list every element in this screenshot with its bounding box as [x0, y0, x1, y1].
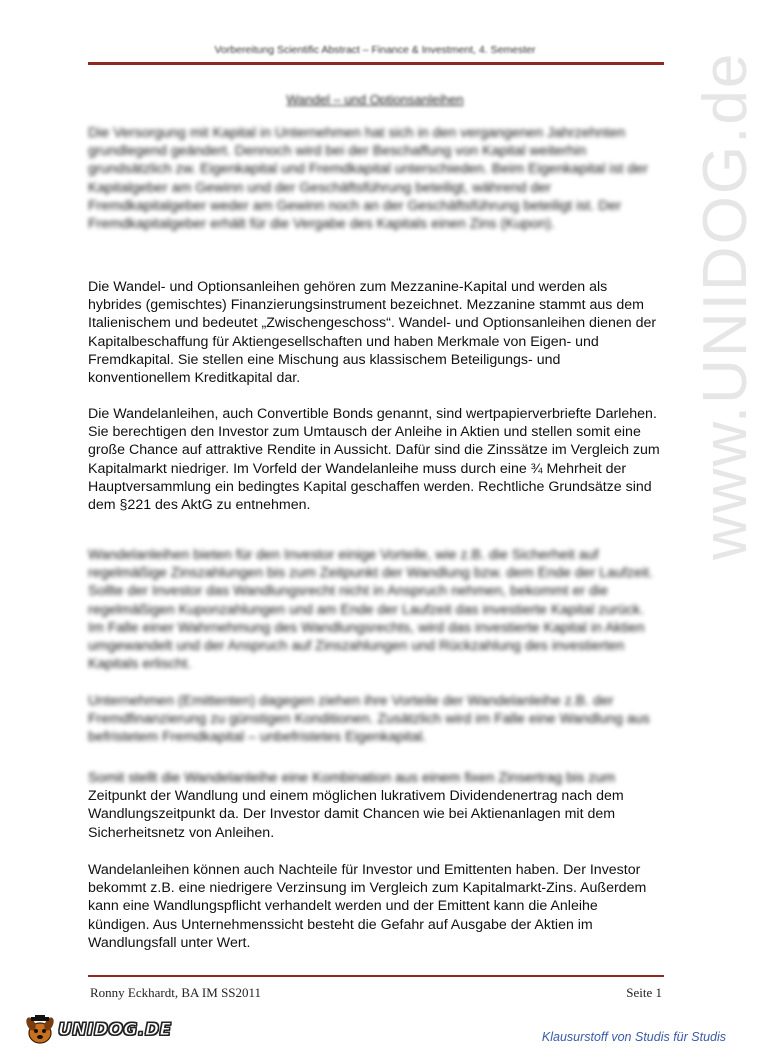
paragraph-6: [88, 769, 662, 842]
header-rule: [88, 62, 664, 65]
paragraph-2: Die Wandel- und Optionsanleihen gehören zum Mezzanine-Kapital und werden als hybrides (gemischtes) Finanzierungsinstrument bezeichnet. Mezzanine stammt aus dem Italienischem und bedeutet „Zwischengeschoss“. Wandel- und Optionsanleihen dienen der Kapitalbeschaffung für Aktiengesellschaften und haben Merkmale von Eigen- und Fremdkapital. Sie stellen eine Mischung aus klassischem Beteiligungs- und konventionellem Kreditkapital dar.: [88, 279, 657, 387]
watermark: www.UNIDOG.de: [691, 51, 760, 560]
paragraph-6-text: Zeitpunkt der Wandlung und einem möglichen lukrativem Dividendenertrag nach dem Wandlungszeitpunkt da. Der Investor damit Chancen wie bei Aktienanlagen mit dem Sicherheitsnetz von Anleihen.: [88, 788, 624, 841]
slogan: Klausurstoff von Studis für Studis: [541, 1030, 726, 1044]
footer-rule: [88, 975, 664, 977]
paragraph-6-blurred-line: Somit stellt die Wandelanleihe eine Kombination aus einem fixen Zinsertrag bis zum: [88, 770, 616, 786]
footer-author: Ronny Eckhardt, BA IM SS2011: [90, 985, 262, 1000]
document-title: Wandel – und Optionsanleihen: [286, 92, 464, 107]
paragraph-1: Die Versorgung mit Kapital in Unternehmen hat sich in den vergangenen Jahrzehnten grundlegend geändert. Dennoch wird bei der Beschaffung von Kapital weiterhin grundsätzlich zw. Eigenkapital und Fremdkapital unterschieden. Beim Eigenkapital ist der Kapitalgeber am Gewinn und der Geschäftsführung beteiligt, während der Fremdkapitalgeber weder am Gewinn noch an der Geschäftsführung beteiligt ist. Der Fremdkapitalgeber erhält für die Vergabe des Kapitals einen Zins (Kupon).: [88, 125, 648, 233]
paragraph-7: Wandelanleihen können auch Nachteile für Investor und Emittenten haben. Der Investor bekommt z.B. eine niedrigere Verzinsung im Vergleich zum Kapitalmarkt-Zins. Außerdem kann eine Wandlungspflicht verhandelt werden und der Emittent kann die Anleihe kündigen. Aus Unternehmenssicht besteht die Gefahr auf Ausgabe der Aktien im Wandlungsfall unter Wert.: [88, 862, 647, 951]
paragraph-5: Unternehmen (Emittenten) dagegen ziehen ihre Vorteile der Wandelanleihe z.B. der Fremdfinanzierung zu günstigen Konditionen. Zusätzlich wird im Falle eine Wandlung aus befristetem Fremdkapital – unbefristetes Eigenkapital.: [88, 693, 650, 746]
page-header: Vorbereitung Scientific Abstract – Finance & Investment, 4. Semester: [214, 44, 536, 56]
paragraph-4: Wandelanleihen bieten für den Investor einige Vorteile, wie z.B. die Sicherheit auf regelmäßige Zinszahlungen bis zum Zeitpunkt der Wandlung bzw. dem Ende der Laufzeit. Sollte der Investor das Wandlungsrecht nicht in Anspruch nehmen, bekommt er die regelmäßigen Kuponzahlungen und am Ende der Laufzeit das investierte Kapital zurück. Im Falle einer Wahrnehmung des Wandlungsrechts, wird das investierte Kapital in Aktien umgewandelt und der Anspruch auf Zinszahlungen und Rückzahlung des investierten Kapitals erlischt.: [88, 547, 653, 673]
unidog-logo: [24, 1015, 172, 1045]
logo-text: UNIDOG.DE: [58, 1020, 172, 1040]
dog-icon: [24, 1015, 56, 1045]
paragraph-3: Die Wandelanleihen, auch Convertible Bonds genannt, sind wertpapierverbriefte Darlehen. Sie berechtigen den Investor zum Umtausch der Anleihe in Aktien und stellen somit eine große Chance auf attraktive Rendite in Aussicht. Dafür sind die Zinssätze im Vergleich zum Kapitalmarkt niedriger. Im Vorfeld der Wandelanleihe muss durch eine ¾ Mehrheit der Hauptversammlung ein bedingtes Kapital geschaffen werden. Rechtliche Grundsätze sind dem §221 des AktG zu entnehmen.: [88, 406, 660, 514]
footer-page-number: Seite 1: [626, 985, 662, 1000]
